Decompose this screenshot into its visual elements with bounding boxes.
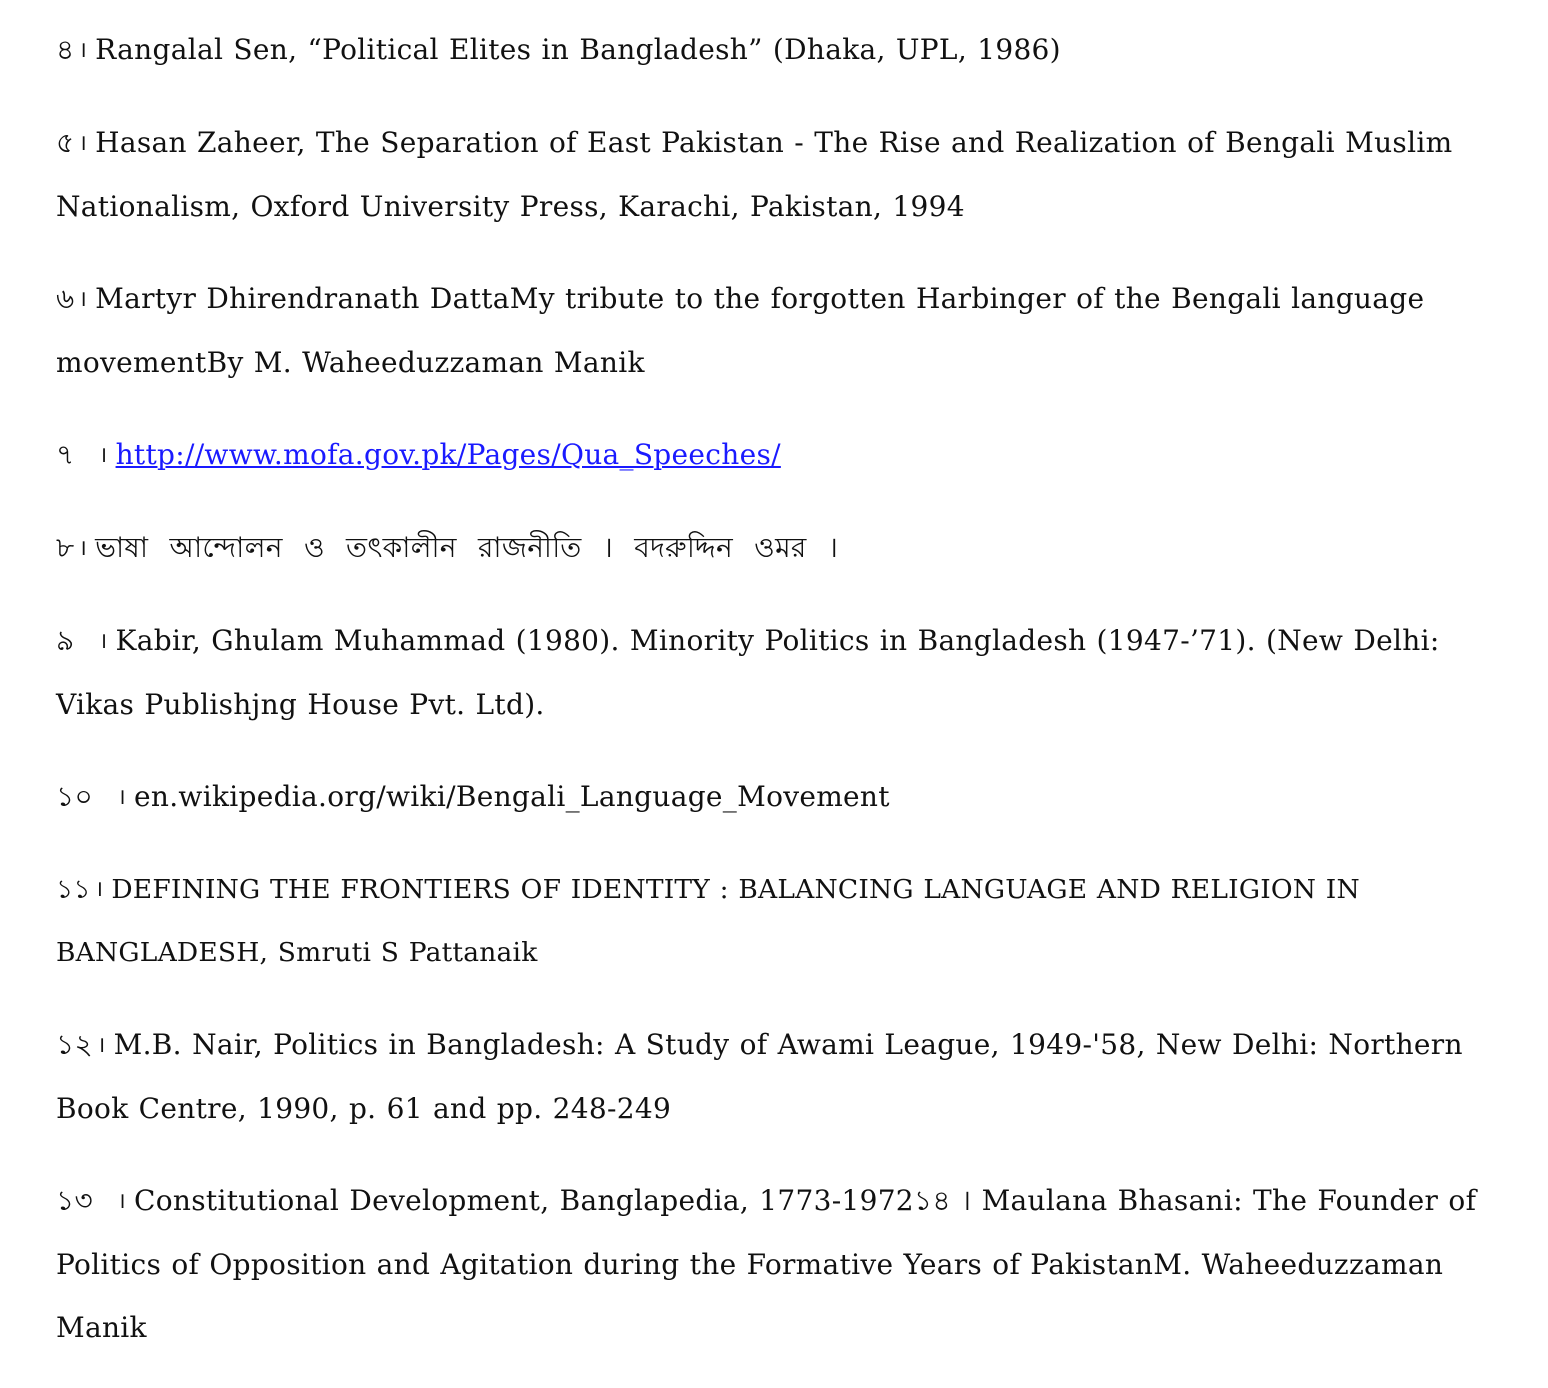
reference-separator: ।	[98, 629, 108, 654]
reference-link[interactable]: http://www.mofa.gov.pk/Pages/Qua_Speeches/	[115, 438, 781, 471]
reference-number: ৪	[56, 33, 75, 66]
reference-separator: ।	[78, 131, 88, 156]
reference-number: ৮	[56, 531, 75, 564]
reference-item	[56, 267, 1526, 394]
reference-text: Hasan Zaheer, The Separation of East Pakistan - The Rise and Realization of Bengali Muslim Nationalism, Oxford University Press, Karachi, Pakistan, 1994	[56, 126, 1453, 223]
reference-separator: ।	[117, 1189, 127, 1214]
reference-item	[56, 1169, 1526, 1359]
reference-number: ৭	[56, 438, 75, 471]
reference-text: Kabir, Ghulam Muhammad (1980). Minority Politics in Bangladesh (1947-’71). (New Delhi: Vikas Publishjng House Pvt. Ltd).	[56, 624, 1440, 721]
reference-separator: ।	[117, 785, 127, 810]
reference-number: ১০	[56, 780, 93, 813]
reference-separator: ।	[78, 536, 88, 561]
reference-separator: ।	[96, 1033, 106, 1058]
reference-text: DEFINING THE FRONTIERS OF IDENTITY : BALANCING LANGUAGE AND RELIGION IN BANGLADESH, Smruti S Pattanaik	[56, 874, 1360, 968]
reference-text: M.B. Nair, Politics in Bangladesh: A Study of Awami League, 1949-'58, New Delhi: Northern Book Centre, 1990, p. 61 and pp. 248-249	[56, 1028, 1463, 1125]
reference-separator: ।	[94, 877, 104, 902]
reference-item	[56, 516, 1526, 580]
reference-number: ৯	[56, 624, 75, 657]
reference-separator: ।	[78, 38, 88, 63]
reference-item	[56, 111, 1526, 238]
reference-number: ১৩	[56, 1184, 93, 1217]
reference-number: ১২	[56, 1028, 93, 1061]
reference-list	[56, 18, 1526, 1388]
reference-text: Rangalal Sen, “Political Elites in Bangladesh” (Dhaka, UPL, 1986)	[95, 33, 1061, 66]
reference-item	[56, 765, 1526, 829]
reference-text: ভাষা আন্দোলন ও তৎকালীন রাজনীতি । বদরুদ্দিন ওমর ।	[95, 531, 839, 564]
reference-item	[56, 858, 1526, 984]
reference-separator: ।	[98, 443, 108, 468]
reference-item	[56, 1013, 1526, 1140]
reference-number: ৫	[56, 126, 75, 159]
reference-text: Constitutional Development, Banglapedia, 1773-1972১৪ । Maulana Bhasani: The Founder of Politics of Opposition and Agitation during the Formative Years of PakistanM. Waheeduzzaman Manik	[56, 1184, 1477, 1344]
reference-item	[56, 423, 1526, 487]
reference-item	[56, 609, 1526, 736]
reference-number: ১১	[56, 874, 91, 905]
reference-item	[56, 18, 1526, 82]
reference-text: en.wikipedia.org/wiki/Bengali_Language_Movement	[134, 780, 890, 813]
reference-separator: ।	[78, 287, 88, 312]
reference-number: ৬	[56, 282, 75, 315]
reference-text: Martyr Dhirendranath DattaMy tribute to the forgotten Harbinger of the Bengali language movementBy M. Waheeduzzaman Manik	[56, 282, 1425, 379]
